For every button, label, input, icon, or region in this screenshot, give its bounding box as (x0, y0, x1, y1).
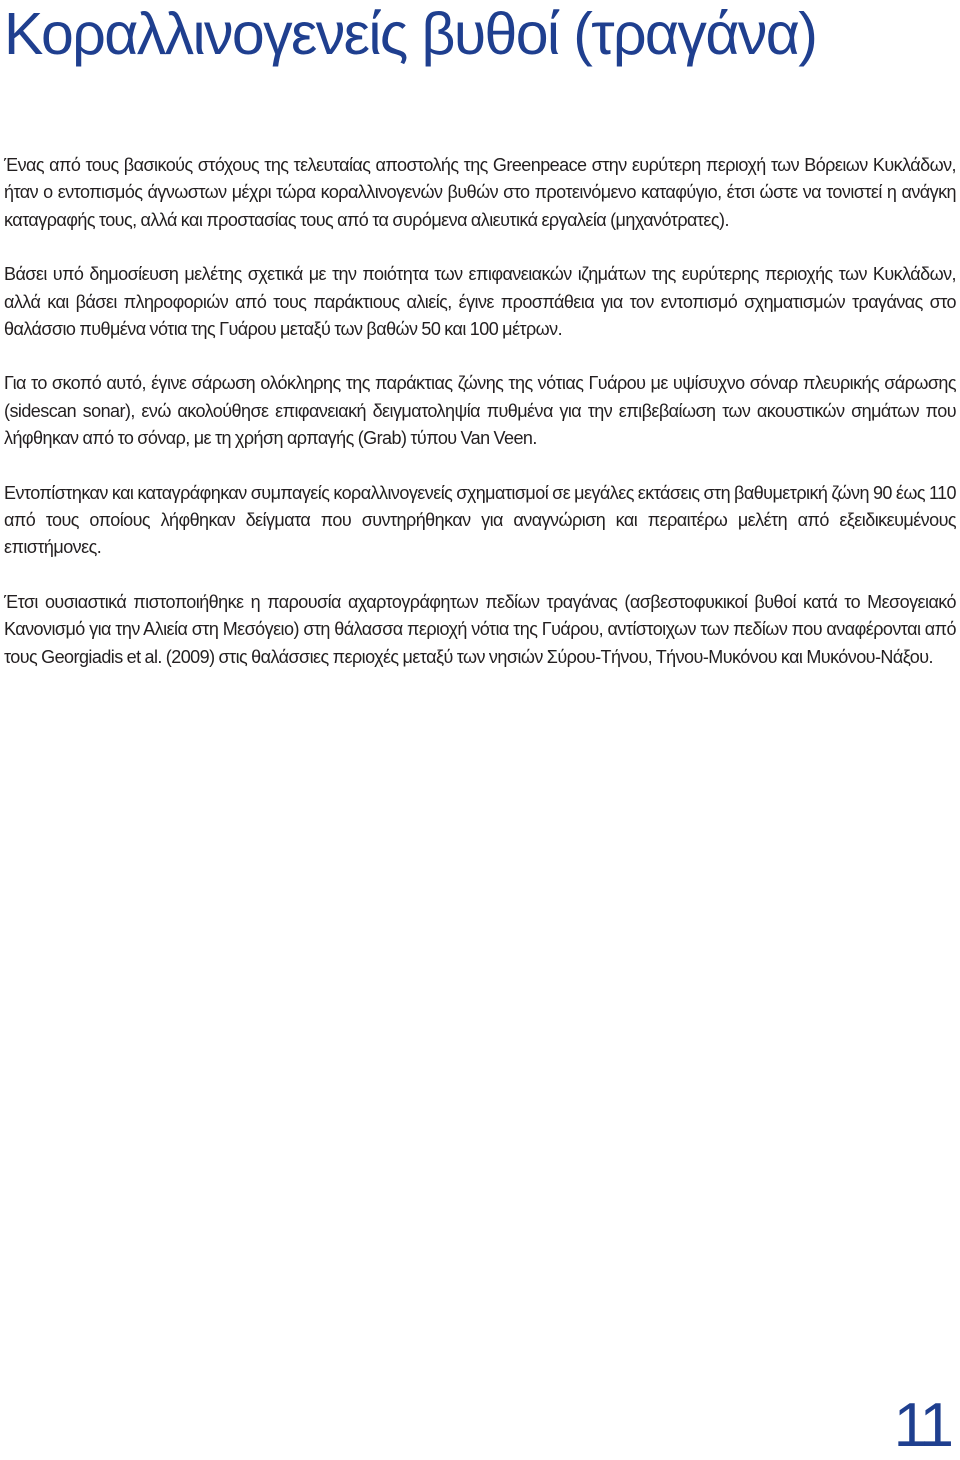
paragraph-study-basis: Βάσει υπό δημοσίευση μελέτης σχετικά με την ποιότητα των επιφανειακών ιζημάτων της ευρύτερης περιοχής των Κυκλάδων, αλλά και βάσει πληροφοριών από τους παράκτιους αλιείς, έγινε προσπάθεια για τον εντοπισμό σχηματισμών τραγάνας στο θαλάσσιο πυθμένα νότια της Γυάρου μεταξύ των βαθών 50 και 100 μέτρων. (4, 264, 956, 340)
page-title: Κοραλλινογενείς βυθοί (τραγάνα) (4, 1, 817, 67)
paragraph-conclusion: Έτσι ουσιαστικά πιστοποιήθηκε η παρουσία αχαρτογράφητων πεδίων τραγάνας (ασβεστοφυκικοί βυθοί κατά το Μεσογειακό Κανονισμό για την Αλιεία στη Μεσόγειο) στη θάλασσα περιοχή νότια της Γυάρου, αντίστοιχων των πεδίων που αναφέρονται από τους Georgiadis et al. (2009) στις θαλάσσιες περιοχές μεταξύ των νησιών Σύρου-Τήνου, Τήνου-Μυκόνου και Μυκόνου-Νάξου. (4, 591, 956, 667)
page-number: 11 (893, 1391, 950, 1460)
body-text (4, 152, 956, 698)
paragraph-findings: Εντοπίστηκαν και καταγράφηκαν συμπαγείς κοραλλινογενείς σχηματισμοί σε μεγάλες εκτάσεις στη βαθυμετρική ζώνη 90 έως 110 από τους οποίους λήφθηκαν δείγματα που συντηρήθηκαν για αναγνώριση και περαιτέρω μελέτη από εξειδικευμένους επιστήμονες. (4, 482, 956, 558)
paragraph-sonar-survey: Για το σκοπό αυτό, έγινε σάρωση ολόκληρης της παράκτιας ζώνης της νότιας Γυάρου με υψίσυχνο σόναρ πλευρικής σάρωσης (sidescan sonar), ενώ ακολούθησε επιφανειακή δειγματοληψία πυθμένα για την επιβεβαίωση των ακουστικών σημάτων που λήφθηκαν από το σόναρ, με τη χρήση αρπαγής (Grab) τύπου Van Veen. (4, 373, 956, 449)
paragraph-intro: Ένας από τους βασικούς στόχους της τελευταίας αποστολής της Greenpeace στην ευρύτερη περιοχή των Βόρειων Κυκλάδων, ήταν ο εντοπισμός άγνωστων μέχρι τώρα κοραλλινογενών βυθών στο προτεινόμενο καταφύγιο, έτσι ώστε να τονιστεί η ανάγκη καταγραφής τους, αλλά και προστασίας τους από τα συρόμενα αλιευτικά εργαλεία (μηχανότρατες). (4, 155, 956, 230)
